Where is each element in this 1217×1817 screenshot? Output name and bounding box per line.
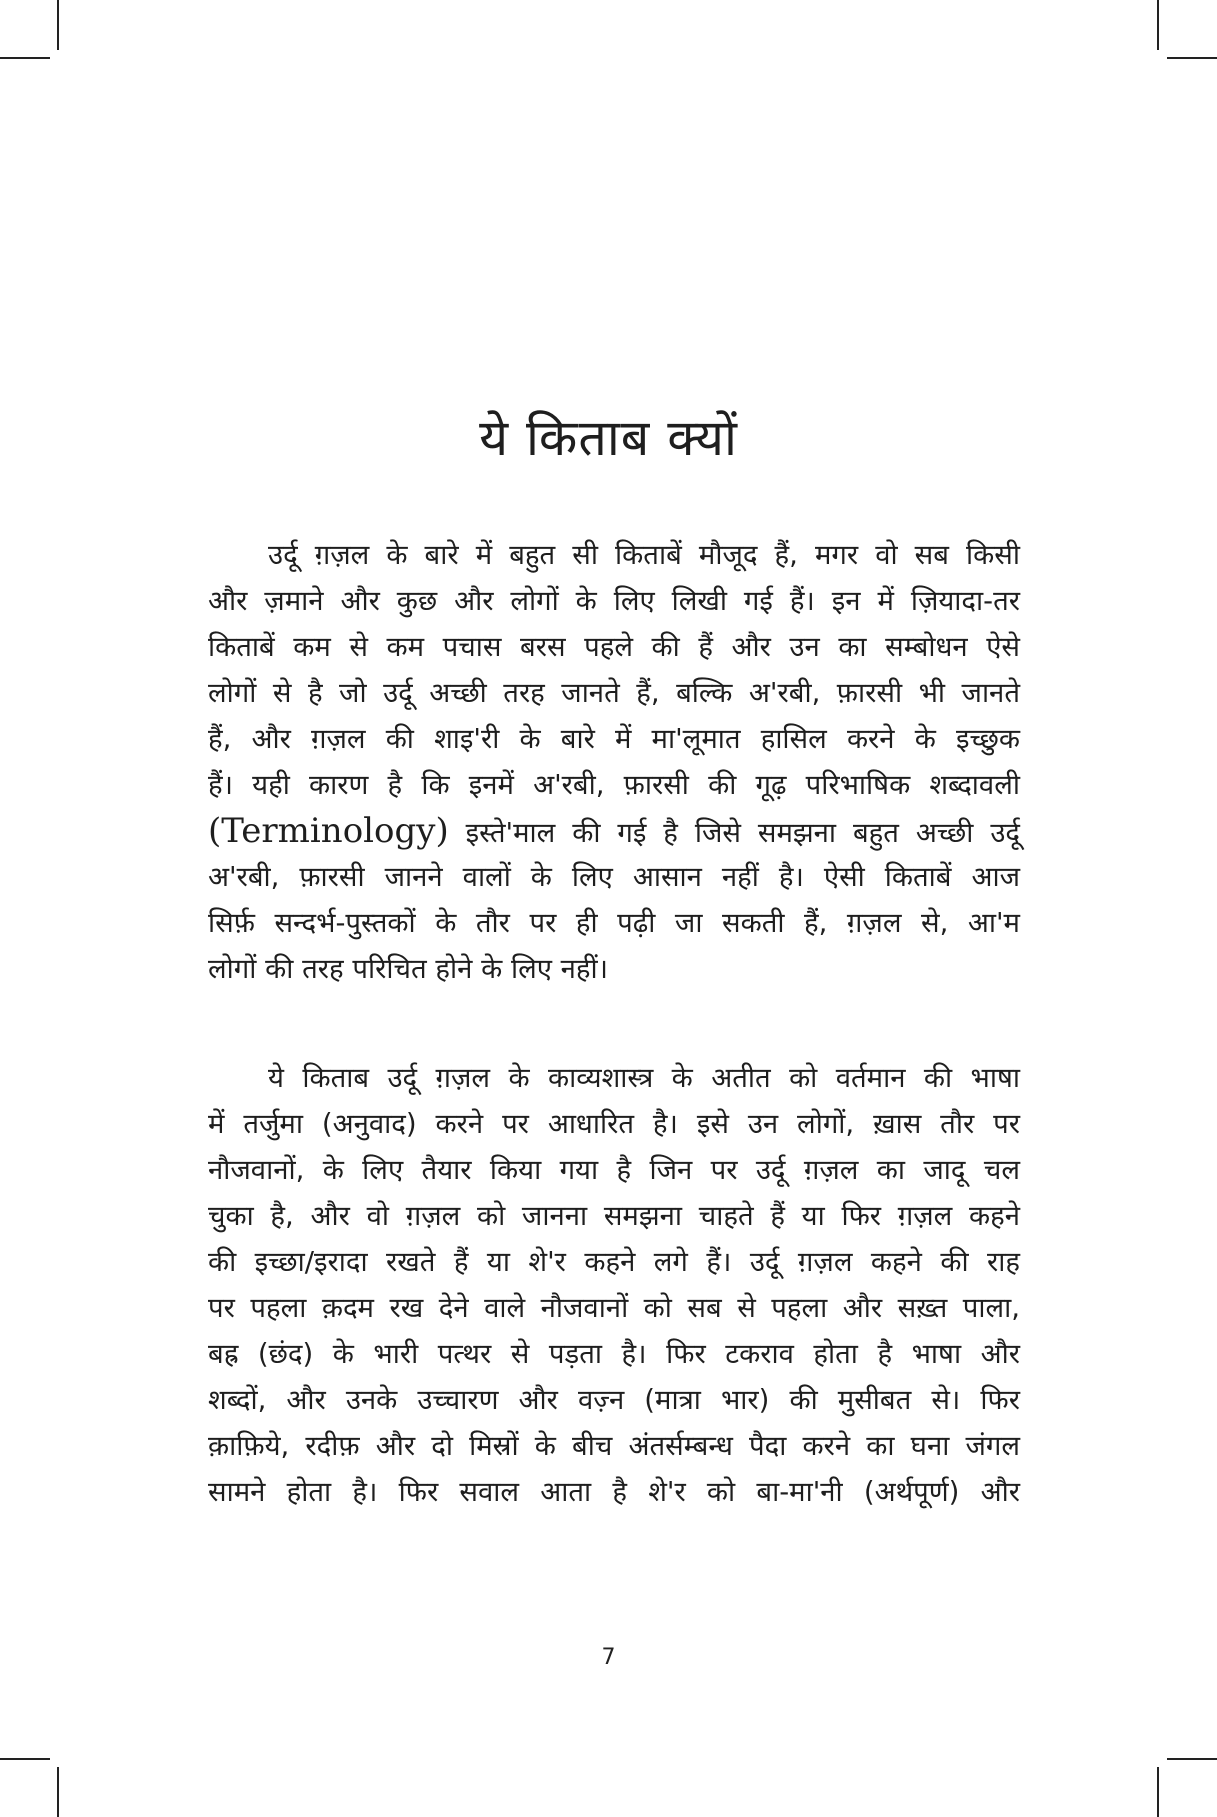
crop-mark-top-left-horizontal [0, 57, 50, 59]
crop-mark-top-right-horizontal [1167, 57, 1217, 59]
paragraph-line-rest: इस्ते'माल की गई है जिसे समझना बहुत अच्छी उर्दू [465, 817, 1020, 849]
paragraph-line: शब्दों, और उनके उच्चारण और वज़्न (मात्रा भार) की मुसीबत से। फिर [208, 1384, 1020, 1416]
paragraph-line: हैं। यही कारण है कि इनमें अ'रबी, फ़ारसी की गूढ़ परिभाषिक शब्दावली [208, 769, 1020, 801]
paragraph-line: बह्र (छंद) के भारी पत्थर से पड़ता है। फिर टकराव होता है भाषा और [208, 1338, 1020, 1370]
paragraph-line: हैं, और ग़ज़ल की शाइ'री के बारे में मा'लूमात हासिल करने के इच्छुक [208, 723, 1020, 755]
paragraph-line: लोगों की तरह परिचित होने के लिए नहीं। [208, 953, 609, 985]
paragraph-line: सिर्फ़ सन्दर्भ-पुस्तकों के तौर पर ही पढ़ी जा सकती हैं, ग़ज़ल से, आ'म [208, 907, 1020, 939]
crop-mark-top-left-vertical [57, 0, 59, 50]
crop-mark-bottom-left-vertical [57, 1767, 59, 1817]
crop-mark-bottom-right-vertical [1157, 1767, 1159, 1817]
page-number: 7 [601, 1645, 616, 1670]
latin-term: (Terminology) [208, 811, 449, 851]
page-title: ये किताब क्यों [479, 409, 738, 467]
paragraph-line: क़ाफ़िये, रदीफ़ और दो मिस्रों के बीच अंतर्सम्बन्ध पैदा करने का घना जंगल [208, 1430, 1020, 1462]
paragraph-line: ये किताब उर्दू ग़ज़ल के काव्यशास्त्र के अतीत को वर्तमान की भाषा [268, 1062, 1020, 1094]
paragraph-1 [208, 532, 1020, 992]
paragraph-line: किताबें कम से कम पचास बरस पहले की हैं और उन का सम्बोधन ऐसे [208, 631, 1020, 663]
paragraph-line-with-term [208, 808, 1020, 854]
paragraph-line: और ज़माने और कुछ और लोगों के लिए लिखी गई हैं। इन में ज़ियादा-तर [208, 585, 1020, 617]
paragraph-line: पर पहला क़दम रख देने वाले नौजवानों को सब से पहला और सख़्त पाला, [208, 1292, 1020, 1324]
paragraph-line: लोगों से है जो उर्दू अच्छी तरह जानते हैं, बल्कि अ'रबी, फ़ारसी भी जानते [208, 677, 1020, 709]
crop-mark-top-right-vertical [1157, 0, 1159, 50]
paragraph-line: उर्दू ग़ज़ल के बारे में बहुत सी किताबें मौजूद हैं, मगर वो सब किसी [268, 539, 1020, 571]
paragraph-2 [208, 1055, 1020, 1515]
paragraph-line: में तर्जुमा (अनुवाद) करने पर आधारित है। इसे उन लोगों, ख़ास तौर पर [208, 1108, 1020, 1140]
crop-mark-bottom-left-horizontal [0, 1758, 50, 1760]
paragraph-line: नौजवानों, के लिए तैयार किया गया है जिन पर उर्दू ग़ज़ल का जादू चल [208, 1154, 1020, 1186]
crop-mark-bottom-right-horizontal [1167, 1758, 1217, 1760]
paragraph-line: की इच्छा/इरादा रखते हैं या शे'र कहने लगे हैं। उर्दू ग़ज़ल कहने की राह [208, 1246, 1020, 1278]
paragraph-line: सामने होता है। फिर सवाल आता है शे'र को बा-मा'नी (अर्थपूर्ण) और [208, 1476, 1020, 1508]
paragraph-line: चुका है, और वो ग़ज़ल को जानना समझना चाहते हैं या फिर ग़ज़ल कहने [208, 1200, 1020, 1232]
paragraph-line: अ'रबी, फ़ारसी जानने वालों के लिए आसान नहीं है। ऐसी किताबें आज [208, 861, 1020, 893]
